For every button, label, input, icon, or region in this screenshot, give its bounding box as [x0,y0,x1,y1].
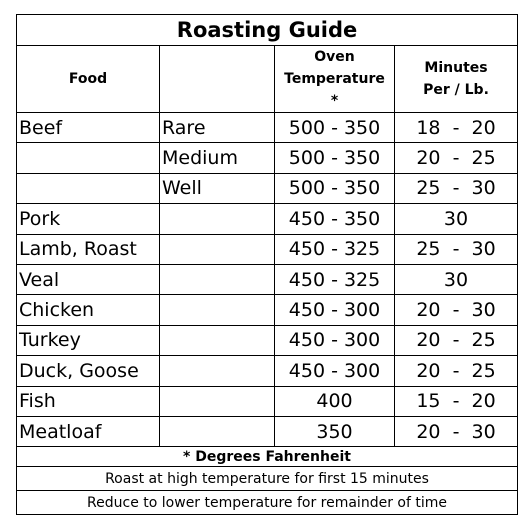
cell-doneness: Rare [160,113,275,143]
cell-food: Turkey [17,325,160,355]
header-doneness [160,46,275,113]
cell-food: Lamb, Roast [17,234,160,264]
table-row [17,173,518,203]
header-minutes-per-lb [395,46,518,113]
cell-oven-temperature: 500 - 350 [275,173,395,203]
table-row [17,234,518,264]
cell-oven-temperature: 450 - 350 [275,204,395,234]
table-row [17,204,518,234]
table-row [17,325,518,355]
cell-minutes-per-lb: 30 [395,204,518,234]
cell-doneness [160,264,275,294]
cell-food: Beef [17,113,160,143]
roasting-guide-table [16,14,518,515]
cell-minutes-per-lb: 25 - 30 [395,173,518,203]
table-row [17,264,518,294]
cell-oven-temperature: 450 - 325 [275,264,395,294]
cell-minutes-per-lb: 20 - 25 [395,325,518,355]
footnote-degrees: * Degrees Fahrenheit [17,447,518,467]
cell-oven-temperature: 450 - 300 [275,325,395,355]
cell-doneness: Medium [160,143,275,173]
cell-minutes-per-lb: 15 - 20 [395,386,518,416]
cell-food: Meatloaf [17,416,160,446]
cell-doneness [160,356,275,386]
note-reduce-lower: Reduce to lower temperature for remainder of time [17,491,518,515]
note-roast-high: Roast at high temperature for first 15 minutes [17,467,518,491]
cell-minutes-per-lb: 30 [395,264,518,294]
table-row [17,295,518,325]
cell-minutes-per-lb: 20 - 25 [395,143,518,173]
table-row [17,143,518,173]
cell-oven-temperature: 450 - 300 [275,356,395,386]
cell-doneness [160,204,275,234]
cell-food: Chicken [17,295,160,325]
header-food: Food [17,46,160,113]
cell-oven-temperature: 500 - 350 [275,143,395,173]
cell-food: Fish [17,386,160,416]
cell-minutes-per-lb: 20 - 25 [395,356,518,386]
cell-doneness [160,325,275,355]
cell-doneness [160,295,275,325]
table-title: Roasting Guide [17,15,518,46]
cell-oven-temperature: 350 [275,416,395,446]
header-temp-line1: Oven [314,49,355,65]
cell-oven-temperature: 500 - 350 [275,113,395,143]
table-row [17,356,518,386]
header-temp-line2: Temperature [284,71,385,87]
cell-food [17,173,160,203]
cell-doneness [160,386,275,416]
table-row [17,416,518,446]
header-temp-asterisk: * [330,93,339,109]
cell-minutes-per-lb: 20 - 30 [395,416,518,446]
cell-minutes-per-lb: 20 - 30 [395,295,518,325]
header-mins-line1: Minutes [424,60,488,76]
header-mins-line2: Per / Lb. [423,82,489,98]
cell-doneness [160,416,275,446]
cell-doneness [160,234,275,264]
cell-minutes-per-lb: 18 - 20 [395,113,518,143]
cell-food [17,143,160,173]
cell-oven-temperature: 400 [275,386,395,416]
table-row [17,113,518,143]
cell-minutes-per-lb: 25 - 30 [395,234,518,264]
table-row [17,386,518,416]
cell-doneness: Well [160,173,275,203]
cell-food: Veal [17,264,160,294]
cell-oven-temperature: 450 - 325 [275,234,395,264]
cell-oven-temperature: 450 - 300 [275,295,395,325]
header-oven-temperature [275,46,395,113]
cell-food: Pork [17,204,160,234]
cell-food: Duck, Goose [17,356,160,386]
